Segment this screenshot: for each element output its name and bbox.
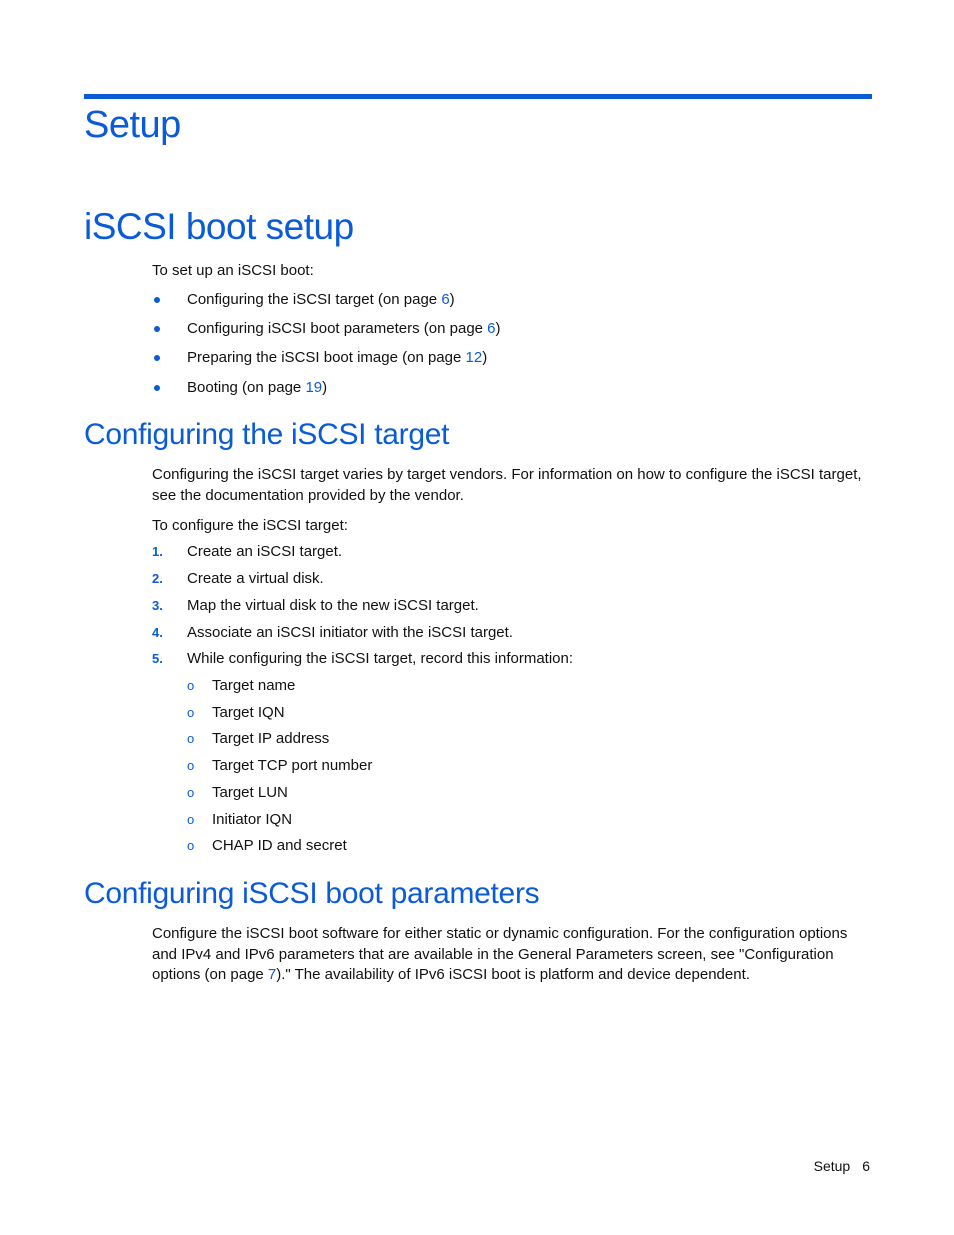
step-number: 3.: [152, 598, 163, 613]
footer-label: Setup: [813, 1158, 851, 1174]
circle-bullet-icon: o: [187, 838, 195, 853]
page-number: 6: [862, 1158, 870, 1174]
step-number: 4.: [152, 625, 163, 640]
circle-bullet-icon: o: [187, 785, 195, 800]
page-link[interactable]: 6: [487, 320, 496, 337]
section-title-boot-parameters: Configuring iSCSI boot parameters: [84, 877, 540, 910]
target-paragraph: Configuring the iSCSI target varies by target vendors. For information on how to configure the iSCSI target, see the documentation provided by the vendor.: [152, 466, 862, 504]
chapter-rule: [84, 94, 872, 99]
section-title-configuring-target: Configuring the iSCSI target: [84, 418, 450, 451]
section-intro: To set up an iSCSI boot:: [152, 262, 314, 279]
step-number: 1.: [152, 544, 163, 559]
chapter-title: Setup: [84, 104, 181, 146]
page-link[interactable]: 19: [305, 379, 323, 396]
circle-bullet-icon: o: [187, 812, 195, 827]
step-number: 2.: [152, 571, 163, 586]
step-text: Associate an iSCSI initiator with the iSCSI target.: [187, 624, 513, 641]
circle-bullet-icon: o: [187, 705, 195, 720]
step-number: 5.: [152, 651, 163, 666]
circle-bullet-icon: o: [187, 731, 195, 746]
page-link[interactable]: 7: [267, 966, 277, 983]
params-paragraph: Configure the iSCSI boot software for either static or dynamic configuration. For the configuration options and IPv4 and IPv6 parameters that are available in the General Parameters screen, see "Configuration options (on page 7)." The availability of IPv6 iSCSI boot is platform and device dependent.: [152, 925, 848, 983]
page-footer: [814, 1158, 870, 1174]
target-intro: To configure the iSCSI target:: [152, 517, 348, 534]
step-text: Create an iSCSI target.: [187, 543, 343, 560]
circle-bullet-icon: o: [187, 758, 195, 773]
circle-bullet-icon: o: [187, 678, 195, 693]
page-link[interactable]: 12: [465, 349, 483, 366]
section-title-iscsi-boot-setup: iSCSI boot setup: [84, 206, 354, 247]
step-text: Map the virtual disk to the new iSCSI target.: [187, 597, 479, 614]
page-link[interactable]: 6: [441, 291, 450, 308]
step-text: While configuring the iSCSI target, record this information:: [187, 650, 574, 667]
step-text: Create a virtual disk.: [187, 570, 324, 587]
